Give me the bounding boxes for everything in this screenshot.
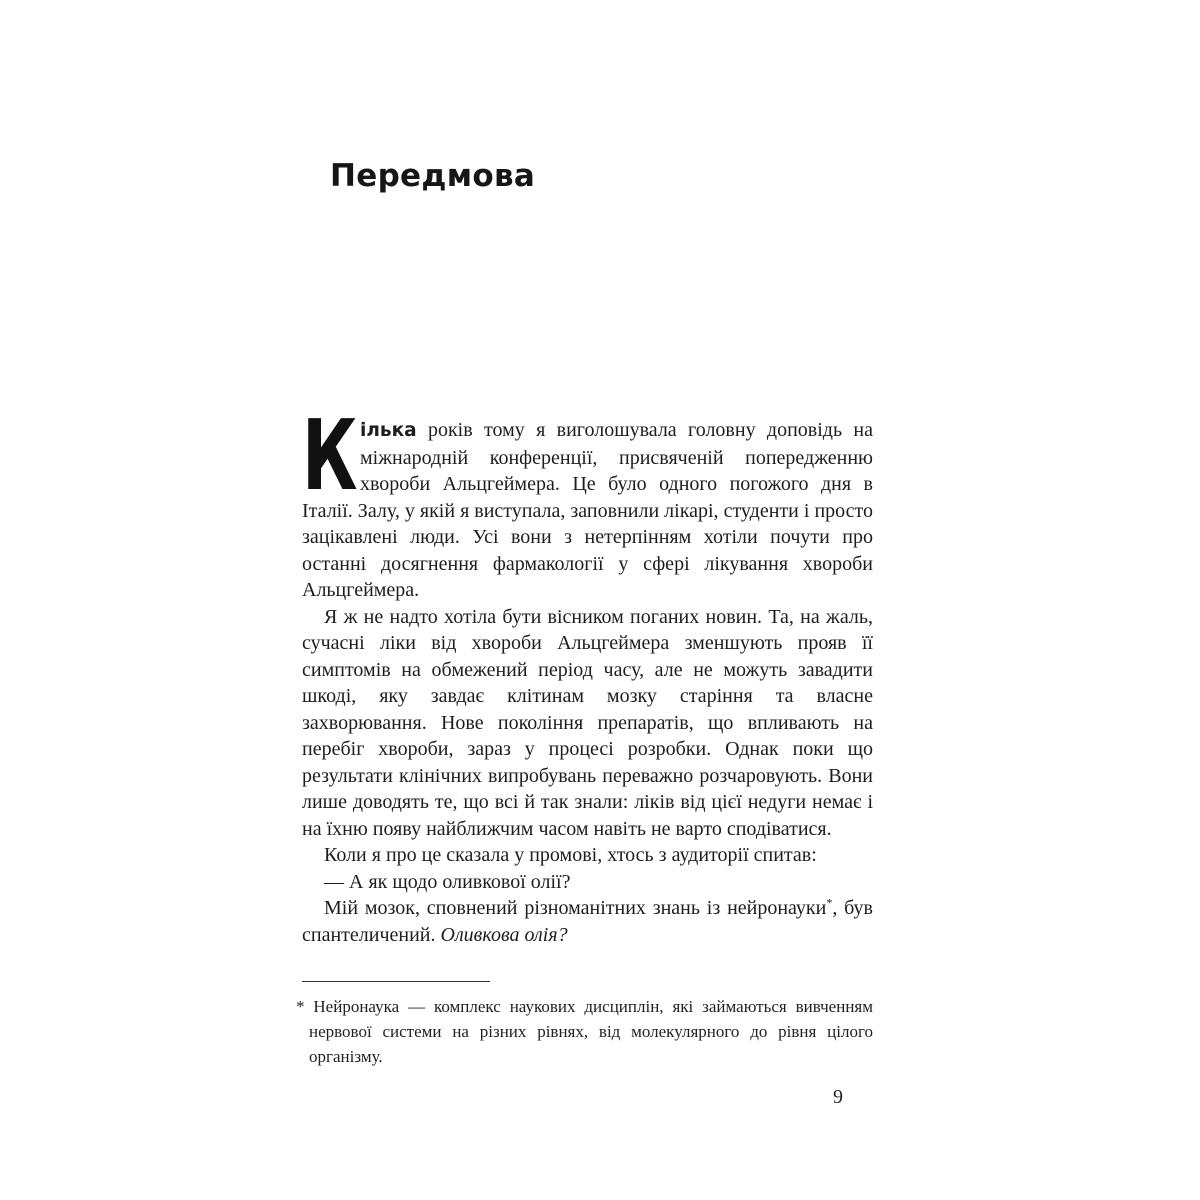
paragraph: Коли я про це сказала у промові, хтось з аудиторії спитав: — [324, 844, 817, 866]
chapter-title: Передмова — [330, 158, 536, 194]
body-text — [302, 399, 874, 948]
paragraph-dialogue: — А як щодо оливкової олії? — [324, 870, 571, 893]
footnote — [296, 994, 873, 1069]
footnote-text: Нейронаука — комплекс наукових дисциплін, які займаються вивченням нервової системи на різних рівнях, від молекулярного до рівня цілого організму. — [309, 997, 873, 1066]
paragraph-text: , був спантеличений. — [302, 897, 874, 946]
paragraph-lead — [302, 399, 873, 604]
paragraph-text-italic: Оливкова олія? — [440, 923, 568, 946]
paragraph — [302, 895, 873, 948]
drop-cap-letter: К — [302, 399, 358, 512]
footnote-marker: * — [296, 997, 305, 1016]
page-number: 9 — [833, 1086, 843, 1108]
lead-word-bold: ілька — [360, 420, 417, 441]
footnote-reference-marker: * — [826, 895, 833, 910]
footnote-divider — [302, 981, 490, 982]
paragraph-text: років тому я виголошувала головну доповідь на міжнародній конференції, присвяченій попередженню хвороби Альцгеймера. Це було одного погожого дня в Італії. Залу, у якій я виступала, заповнили лікарі, студенти і просто зацікавлені люди. Усі вони з нетерпінням хотіли почути про останні досягнення фармакології у сфері лікування хвороби Альцгеймера. — [302, 419, 873, 601]
paragraph: Я ж не надто хотіла бути вісником поганих новин. Та, на жаль, сучасні ліки від хвороби Альцгеймера зменшують прояв її симптомів на обмежений період часу, але не можуть завадити шкоді, яку завдає клітинам мозку старіння та власне захворювання. Нове покоління препаратів, що впливають на перебіг хвороби, зараз у процесі розробки. Однак поки що результати клінічних випробувань переважно розчаровують. Вони лише доводять те, що всі й так знали: ліків від цієї недуги немає і на їхню появу найближчим часом навіть не варто сподіватися. — [302, 605, 873, 840]
paragraph-text: Мій мозок, сповнений різноманітних знань із нейронауки — [324, 897, 827, 919]
